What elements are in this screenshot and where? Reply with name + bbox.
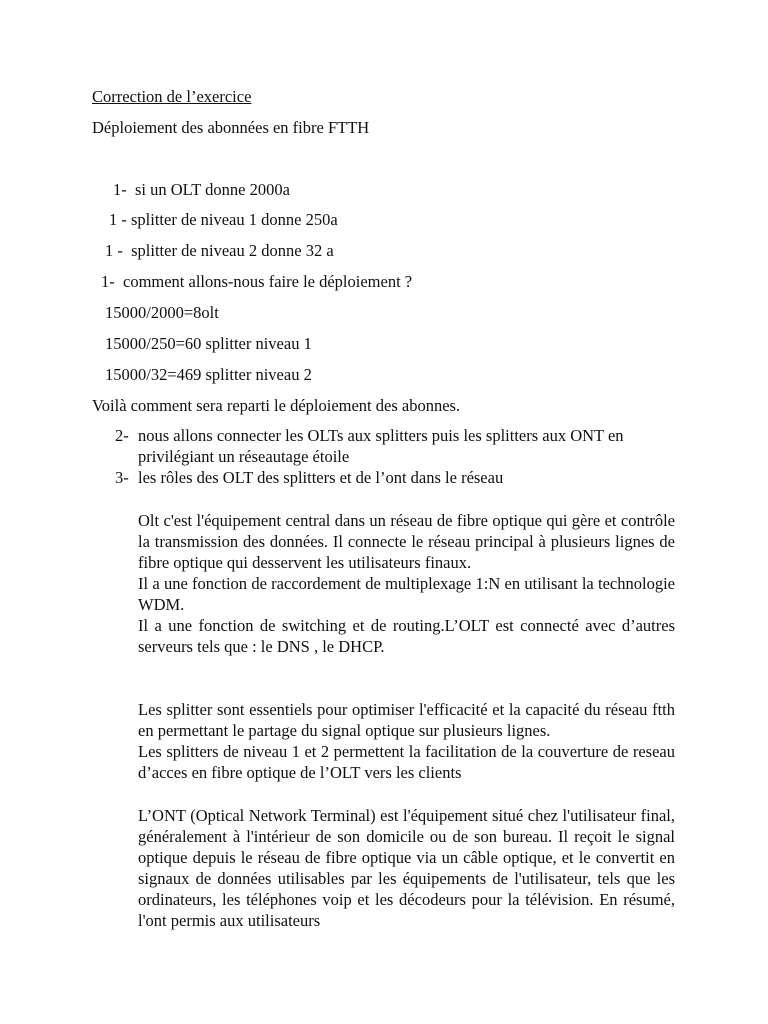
deployment-summary: Voilà comment sera reparti le déploiement des abonnes.: [92, 396, 461, 415]
document-title: Correction de l’exercice: [92, 87, 252, 106]
splitter-description: Les splitter sont essentiels pour optimiser l'efficacité et la capacité du réseau ftth en permettant le partage du signal optique sur plusieurs lignes.: [138, 700, 675, 740]
olt-multiplexing: Il a une fonction de raccordement de multiplexage 1:N en utilisant la technologie WDM.: [138, 574, 675, 614]
given-splitter-level1: 1 - splitter de niveau 1 donne 250a: [109, 210, 338, 229]
item-2-text: nous allons connecter les OLTs aux splitters puis les splitters aux ONT en privilégiant un réseautage étoile: [138, 426, 624, 466]
calc-splitter-level1: 15000/250=60 splitter niveau 1: [105, 334, 312, 353]
question-deployment: 1- comment allons-nous faire le déploiement ?: [101, 272, 413, 291]
calc-splitter-level2: 15000/32=469 splitter niveau 2: [105, 365, 312, 384]
item-3-number: 3-: [115, 468, 129, 487]
document-subtitle: Déploiement des abonnées en fibre FTTH: [92, 118, 370, 137]
ont-paragraph: L’ONT (Optical Network Terminal) est l'équipement situé chez l'utilisateur final, généralement à l'intérieur de son domicile ou de son bureau. Il reçoit le signal optique depuis le réseau de fibre optique via un câble optique, et le convertit en signaux de données utilisables par les équipements de l'utilisateur, tels que les ordinateurs, les téléphones voip et les décodeurs pour la télévision. En résumé, l'ont permis aux utilisateurs: [138, 806, 675, 930]
splitter-levels: Les splitters de niveau 1 et 2 permettent la facilitation de la couverture de reseau d’acces en fibre optique de l’OLT vers les clients: [138, 742, 675, 782]
item-2-number: 2-: [115, 426, 129, 445]
given-olt-capacity: 1- si un OLT donne 2000a: [113, 180, 290, 199]
olt-paragraph: [138, 510, 675, 657]
splitter-paragraph: [138, 699, 675, 783]
item-3-text: les rôles des OLT des splitters et de l’ont dans le réseau: [138, 468, 504, 487]
given-splitter-level2: 1 - splitter de niveau 2 donne 32 a: [105, 241, 334, 260]
calc-olt: 15000/2000=8olt: [105, 303, 219, 322]
olt-description: Olt c'est l'équipement central dans un réseau de fibre optique qui gère et contrôle la transmission des données. Il connecte le réseau principal à plusieurs lignes de fibre optique qui desservent les utilisateurs finaux.: [138, 511, 675, 572]
olt-routing: Il a une fonction de switching et de routing.L’OLT est connecté avec d’autres serveurs tels que : le DNS , le DHCP.: [138, 616, 675, 656]
